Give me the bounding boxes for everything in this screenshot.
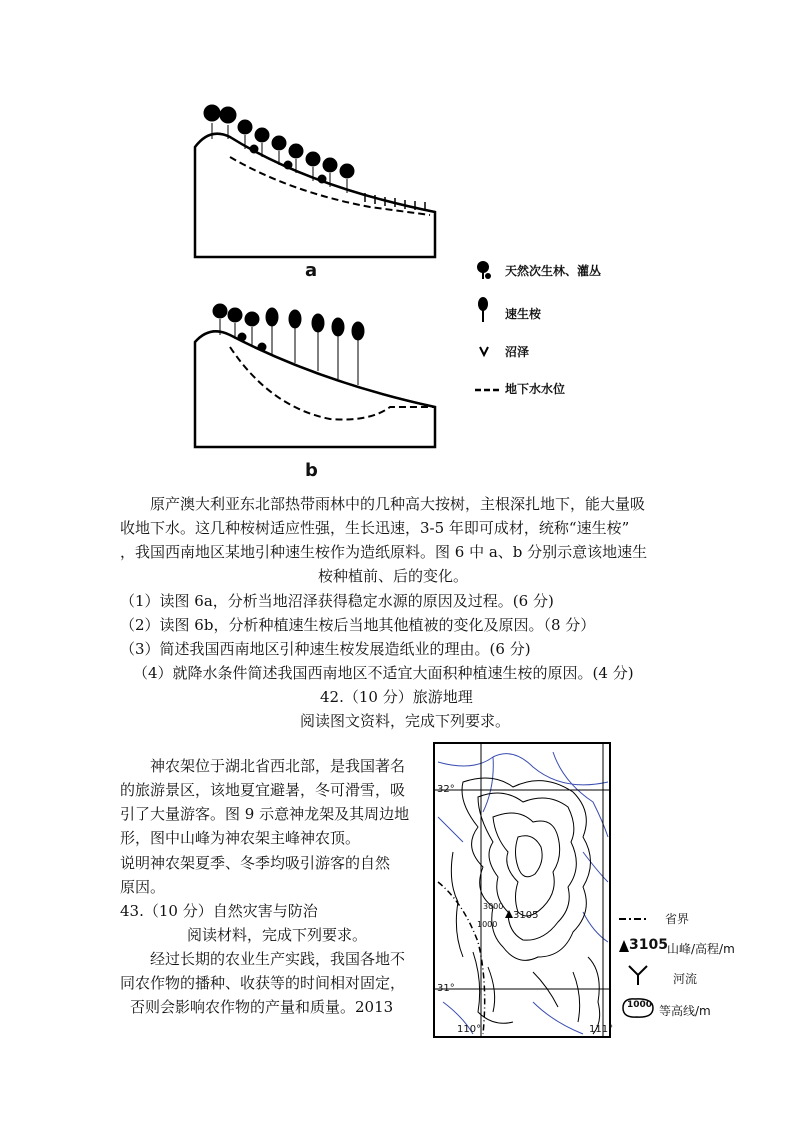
q41-question-1: （1）读图 6a，分析当地沼泽获得稳定水源的原因及过程。(6 分) — [120, 592, 554, 610]
diagram-b-label: b — [305, 460, 318, 481]
legend-swamp: 沼泽 — [505, 345, 530, 359]
province-border-icon — [619, 914, 647, 924]
legend-contour-value: 1000 — [627, 1000, 653, 1010]
diagram-b — [190, 297, 450, 457]
q41-intro-line-3: ，我国西南地区某地引种速生桉作为造纸原料。图 6 中 a、b 分别示意该地速生 — [120, 543, 648, 561]
map-legend — [619, 910, 735, 1040]
map-lat-32: 32° — [437, 784, 455, 795]
q42-paragraph-line-4: 形，图中山峰为神农架主峰神农顶。 — [120, 829, 361, 847]
map-contour-3000: 3000 — [483, 902, 504, 911]
q42-paragraph-line-3: 引了大量游客。图 9 示意神龙架及其周边地 — [120, 805, 410, 823]
legend-river: 河流 — [673, 972, 698, 986]
q43-instruction: 阅读材料，完成下列要求。 — [187, 926, 368, 944]
q41-question-2: （2）读图 6b，分析种植速生桉后当地其他植被的变化及原因。（8 分） — [120, 616, 596, 634]
legend-groundwater: 地下水水位 — [505, 382, 566, 396]
map-contour-1000: 1000 — [477, 920, 498, 929]
diagram-a — [190, 97, 450, 267]
legend-peak-value: 3105 — [629, 937, 668, 953]
q42-title: 42.（10 分）旅游地理 — [320, 688, 473, 706]
q42-paragraph-line-1: 神农架位于湖北省西北部，是我国著名 — [150, 757, 406, 775]
swamp-icon — [478, 343, 494, 359]
q41-intro-line-4: 桉种植前、后的变化。 — [318, 567, 469, 585]
legend-contour: 等高线/m — [659, 1004, 711, 1018]
q42-paragraph-line-2: 的旅游景区，该地夏宜避暑，冬可滑雪，吸 — [120, 781, 406, 799]
topographic-map — [433, 742, 613, 1038]
legend-peak: 山峰/高程/m — [667, 942, 735, 956]
legend-natural-forest: 天然次生林、灌丛 — [505, 264, 602, 278]
map-lat-31: 31° — [437, 983, 455, 994]
figure-9-map — [433, 742, 733, 1042]
q43-paragraph-line-3: 否则会影响农作物的产量和质量。2013 — [130, 998, 394, 1016]
q43-paragraph-line-2: 同农作物的播种、收获等的时间相对固定， — [120, 974, 406, 992]
peak-icon — [619, 940, 629, 952]
groundwater-line-icon — [475, 385, 501, 395]
q41-intro-line-1: 原产澳大利亚东北部热带雨林中的几种高大按树，主根深扎地下，能大量吸 — [150, 495, 646, 513]
q42-instruction: 阅读图文资料，完成下列要求。 — [300, 712, 511, 730]
eucalyptus-icon — [477, 297, 493, 323]
q43-title: 43.（10 分）自然灾害与防治 — [120, 902, 318, 920]
map-peak-label: 3105 — [513, 910, 539, 921]
legend-province-border: 省界 — [665, 912, 690, 926]
figure6-legend — [475, 257, 605, 407]
q41-question-4: （4）就降水条件简述我国西南地区不适宜大面积种植速生桉的原因。(4 分) — [133, 664, 634, 682]
map-lon-111: 111° — [589, 1024, 614, 1035]
river-icon — [627, 964, 649, 986]
natural-forest-icon — [475, 260, 491, 280]
q42-paragraph-line-6: 原因。 — [120, 878, 166, 896]
q43-paragraph-line-1: 经过长期的农业生产实践，我国各地不 — [150, 950, 406, 968]
figure-6 — [185, 92, 605, 492]
q41-question-3: （3）简述我国西南地区引种速生桉发展造纸业的理由。(6 分) — [120, 640, 531, 658]
diagram-a-label: a — [305, 260, 318, 281]
legend-eucalyptus: 速生桉 — [505, 307, 542, 321]
q42-paragraph-line-5: 说明神农架夏季、冬季均吸引游客的自然 — [120, 854, 391, 872]
map-lon-110: 110° — [457, 1024, 482, 1035]
q41-intro-line-2: 收地下水。这几种桉树适应性强，生长迅速，3-5 年即可成材，统称“速生桉” — [120, 519, 630, 537]
